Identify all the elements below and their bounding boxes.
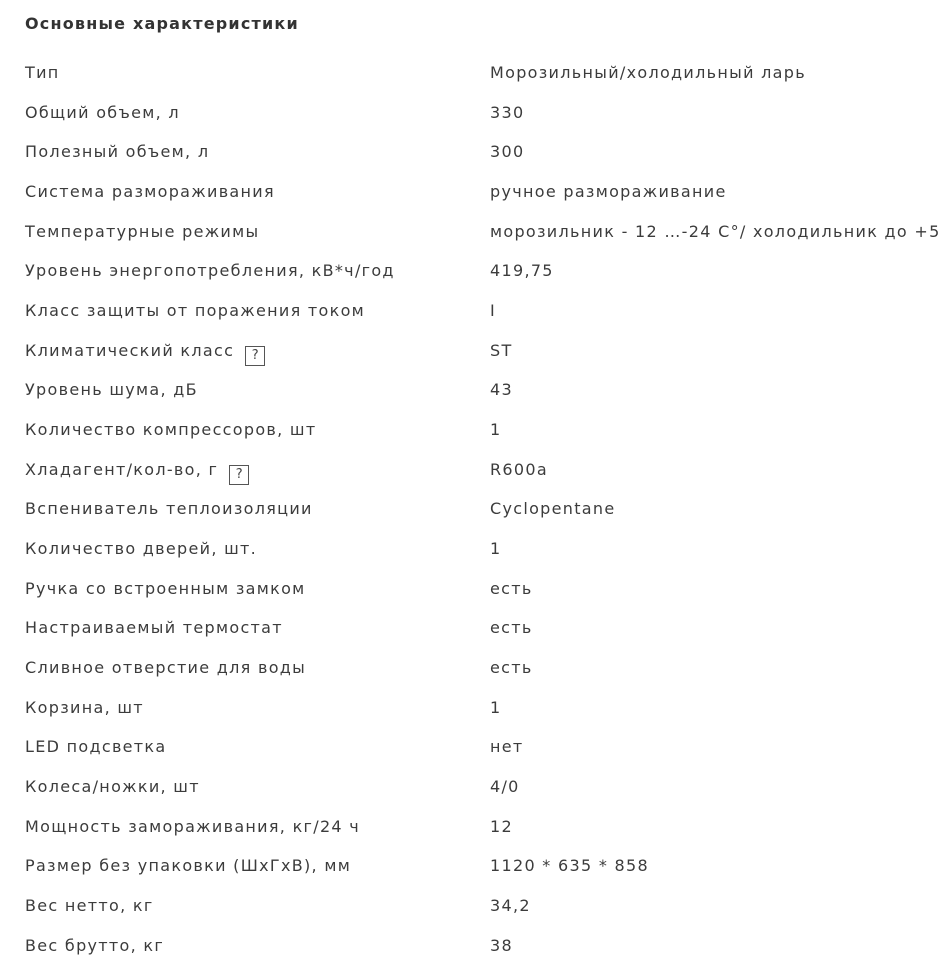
spec-label-text: Уровень шума, дБ (25, 380, 198, 400)
spec-value: нет (490, 737, 524, 757)
spec-label (25, 936, 164, 955)
spec-row (0, 450, 946, 490)
spec-value: есть (490, 578, 533, 598)
spec-row (0, 846, 946, 886)
spec-row (0, 767, 946, 807)
spec-label-text: Ручка со встроенным замком (25, 578, 306, 598)
spec-label (25, 579, 306, 598)
spec-label (25, 380, 198, 399)
spec-value: Cyclopentane (490, 499, 616, 519)
spec-label-text: Количество дверей, шт. (25, 539, 258, 559)
spec-row (0, 529, 946, 569)
spec-value: 38 (490, 935, 513, 955)
spec-value: 419,75 (490, 261, 554, 281)
spec-label (25, 103, 180, 122)
spec-row (0, 807, 946, 847)
spec-row (0, 727, 946, 767)
spec-row (0, 331, 946, 371)
spec-label-text: Температурные режимы (25, 221, 260, 241)
spec-label-text: Корзина, шт (25, 697, 144, 717)
spec-row (0, 132, 946, 172)
spec-row (0, 172, 946, 212)
spec-row (0, 212, 946, 252)
spec-value: есть (490, 618, 533, 638)
spec-label-text: Размер без упаковки (ШхГхВ), мм (25, 856, 352, 876)
spec-value: 1 (490, 420, 502, 440)
spec-row (0, 370, 946, 410)
spec-row (0, 688, 946, 728)
spec-value: 300 (490, 142, 525, 162)
spec-row (0, 648, 946, 688)
spec-label (25, 658, 306, 677)
spec-label-text: Вес нетто, кг (25, 896, 154, 916)
spec-label-text: Система размораживания (25, 182, 275, 202)
spec-value: 330 (490, 102, 525, 122)
spec-label (25, 698, 144, 717)
spec-label (25, 142, 209, 161)
spec-label-text: Тип (25, 63, 60, 82)
spec-label-text: Сливное отверстие для воды (25, 658, 307, 678)
spec-list (0, 53, 946, 965)
help-icon[interactable]: ? (229, 465, 249, 485)
spec-label (25, 222, 259, 241)
spec-row (0, 410, 946, 450)
spec-value: 1 (490, 697, 502, 717)
spec-row (0, 53, 946, 93)
spec-label-text: Общий объем, л (25, 102, 180, 122)
spec-label-text: Количество компрессоров, шт (25, 420, 317, 440)
spec-value: 43 (490, 380, 513, 400)
spec-value: 1120 * 635 * 858 (490, 856, 649, 876)
spec-label (25, 539, 257, 558)
spec-label-text: Климатический класс (25, 340, 235, 360)
spec-label-text: Полезный объем, л (25, 142, 210, 162)
spec-label-text: Уровень энергопотребления, кВ*ч/год (25, 261, 395, 281)
spec-label (25, 618, 283, 637)
help-icon[interactable]: ? (245, 346, 265, 366)
spec-row (0, 608, 946, 648)
spec-value: 12 (490, 816, 513, 836)
spec-label (25, 737, 167, 756)
spec-label (25, 420, 316, 439)
section-title: Основные характеристики (25, 14, 299, 33)
spec-value: 34,2 (490, 896, 531, 916)
spec-value: 4/0 (490, 777, 520, 797)
spec-label-text: Мощность замораживания, кг/24 ч (25, 816, 361, 836)
spec-label-text: Колеса/ножки, шт (25, 777, 200, 797)
spec-value: Морозильный/холодильный ларь (490, 63, 806, 82)
spec-label-text: Вспениватель теплоизоляции (25, 499, 313, 519)
spec-label (25, 341, 265, 366)
spec-row (0, 251, 946, 291)
spec-label (25, 777, 200, 796)
spec-row (0, 569, 946, 609)
spec-label-text: Настраиваемый термостат (25, 618, 283, 638)
spec-label-text: LED подсветка (25, 737, 167, 757)
spec-label (25, 460, 249, 485)
spec-label (25, 261, 395, 280)
spec-label (25, 896, 154, 915)
spec-value: 1 (490, 539, 502, 559)
spec-label-text: Класс защиты от поражения током (25, 301, 366, 321)
spec-label (25, 856, 351, 875)
spec-label (25, 817, 360, 836)
spec-row (0, 93, 946, 133)
spec-row (0, 926, 946, 966)
spec-value: I (490, 301, 497, 321)
spec-label-text: Хладагент/кол-во, г (25, 459, 219, 479)
spec-value: есть (490, 658, 533, 678)
spec-row (0, 886, 946, 926)
spec-label (25, 499, 313, 518)
spec-value: R600a (490, 459, 548, 479)
spec-label (25, 301, 365, 320)
spec-value: ручное размораживание (490, 182, 727, 202)
spec-label (25, 63, 60, 82)
spec-label-text: Вес брутто, кг (25, 935, 165, 955)
spec-value: морозильник - 12 …-24 С°/ холодильник до +5 (490, 221, 941, 241)
spec-value: ST (490, 340, 513, 360)
spec-row (0, 291, 946, 331)
spec-row (0, 489, 946, 529)
spec-label (25, 182, 275, 201)
